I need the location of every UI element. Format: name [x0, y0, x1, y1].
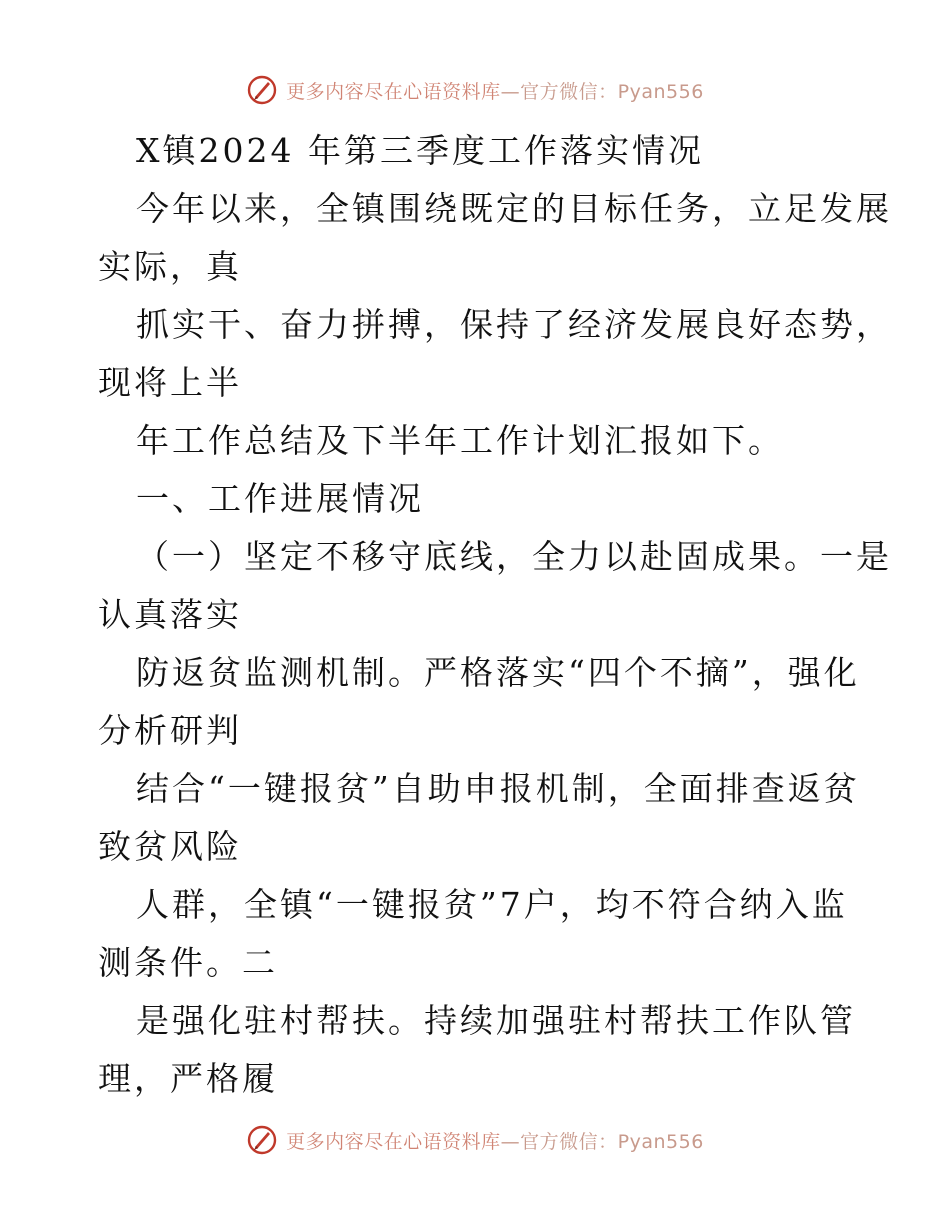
quill-logo-icon: [246, 74, 278, 106]
watermark-brand: 更多内容尽在心语资料库: [286, 80, 501, 103]
watermark-separator: —: [500, 1130, 521, 1153]
paragraph-line: 人群，全镇“一键报贫”7户，均不符合纳入监: [136, 885, 848, 924]
paragraph-line: 结合“一键报贫”自助申报机制，全面排查返贫: [136, 769, 860, 808]
paragraph-line: （一）坚定不移守底线，全力以赴固成果。一是: [136, 537, 892, 576]
watermark-contact: 官方微信：Pyan556: [520, 80, 704, 103]
watermark-text: [286, 77, 704, 104]
document-title: X镇2024 年第三季度工作落实情况: [136, 131, 704, 170]
section-heading: 一、工作进展情况: [136, 479, 424, 518]
paragraph-line: 理，严格履: [98, 1059, 278, 1098]
paragraph-line: 认真落实: [98, 595, 242, 634]
watermark-text: [286, 1127, 704, 1154]
footer-watermark: [0, 1120, 950, 1160]
quill-logo-icon: [246, 1124, 278, 1156]
paragraph-line: 防返贫监测机制。严格落实“四个不摘”，强化: [136, 653, 860, 692]
paragraph-line: 抓实干、奋力拼搏，保持了经济发展良好态势，: [136, 305, 892, 344]
paragraph-line: 实际，真: [98, 247, 242, 286]
paragraph-line: 是强化驻村帮扶。持续加强驻村帮扶工作队管: [136, 1001, 856, 1040]
paragraph-line: 现将上半: [98, 363, 242, 402]
paragraph-line: 分析研判: [98, 711, 242, 750]
paragraph-line: 测条件。二: [98, 943, 278, 982]
watermark-separator: —: [500, 80, 521, 103]
header-watermark: [0, 70, 950, 110]
paragraph-line: 今年以来，全镇围绕既定的目标任务，立足发展: [136, 189, 892, 228]
document-body: [98, 122, 892, 1108]
watermark-contact: 官方微信：Pyan556: [520, 1130, 704, 1153]
paragraph-line: 致贫风险: [98, 827, 242, 866]
watermark-brand: 更多内容尽在心语资料库: [286, 1130, 501, 1153]
paragraph-line: 年工作总结及下半年工作计划汇报如下。: [136, 421, 784, 460]
